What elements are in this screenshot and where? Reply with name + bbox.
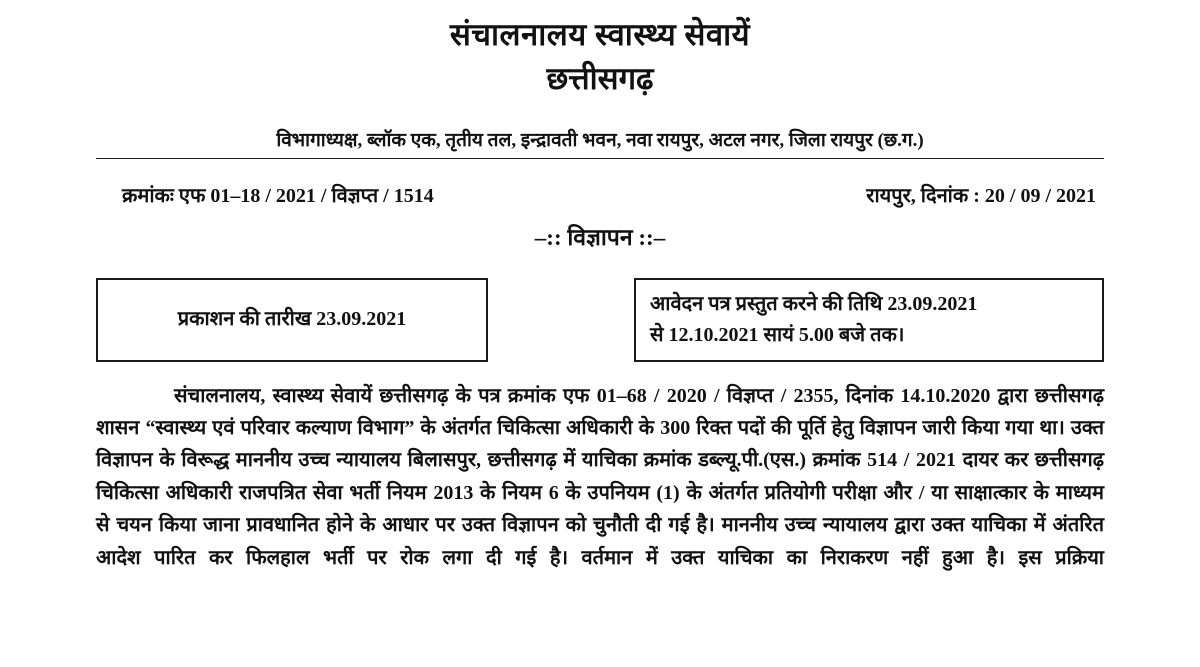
reference-row — [96, 181, 1104, 208]
header-divider — [96, 158, 1104, 159]
paragraph-text: संचालनालय, स्वास्थ्य सेवायें छत्तीसगढ़ के पत्र क्रमांक एफ 01–68 / 2020 / विज्ञप्त / 2355, दिनांक 14.10.2020 द्वारा छत्तीसगढ़ शासन “स्वास्थ्य एवं परिवार कल्याण विभाग” के अंतर्गत चिकित्सा अधिकारी के 300 रिक्त पदों की पूर्ति हेतु विज्ञापन जारी किया गया था। उक्त विज्ञापन के विरूद्ध माननीय उच्च न्यायालय बिलासपुर, छत्तीसगढ़ में याचिका क्रमांक डब्ल्यू.पी.(एस.) क्रमांक 514 / 2021 दायर कर छत्तीसगढ़ चिकित्सा अधिकारी राजपत्रित सेवा भर्ती नियम 2013 के नियम 6 के उपनियम (1) के अंतर्गत प्रतियोगी परीक्षा और / या साक्षात्कार के माध्यम से चयन किया जाना प्रावधानित होने के आधार पर उक्त विज्ञापन को चुनौती दी गई है। माननीय उच्च न्यायालय द्वारा उक्त याचिका में अंतरित आदेश पारित कर फिलहाल भर्ती पर रोक लगा दी गई है। वर्तमान में उक्त याचिका का निराकरण नहीं हुआ है। इस प्रक्रिया — [96, 384, 1104, 569]
date-boxes — [96, 278, 1104, 362]
place-and-date: रायपुर, दिनांक : 20 / 09 / 2021 — [866, 184, 1096, 207]
document-header — [96, 14, 1104, 100]
page-title: संचालनालय स्वास्थ्य सेवायें — [449, 17, 751, 52]
page-subtitle: छत्तीसगढ़ — [546, 60, 654, 96]
application-date-line-1: आवेदन पत्र प्रस्तुत करने की तिथि 23.09.2021 — [650, 292, 978, 315]
office-address: विभागाध्यक्ष, ब्लॉक एक, तृतीय तल, इन्द्रावती भवन, नवा रायपुर, अटल नगर, जिला रायपुर (छ.ग.) — [276, 129, 924, 151]
publication-date-box — [96, 278, 488, 362]
publication-date-text: प्रकाशन की तारीख 23.09.2021 — [177, 308, 407, 331]
advertisement-heading: –:: विज्ञापन ::– — [534, 224, 666, 250]
application-date-box — [634, 278, 1104, 362]
reference-number: क्रमांकः एफ 01–18 / 2021 / विज्ञप्त / 1514 — [122, 184, 434, 207]
application-date-line-2: से 12.10.2021 सायं 5.00 बजे तक। — [650, 323, 905, 346]
body-paragraph — [96, 380, 1104, 574]
